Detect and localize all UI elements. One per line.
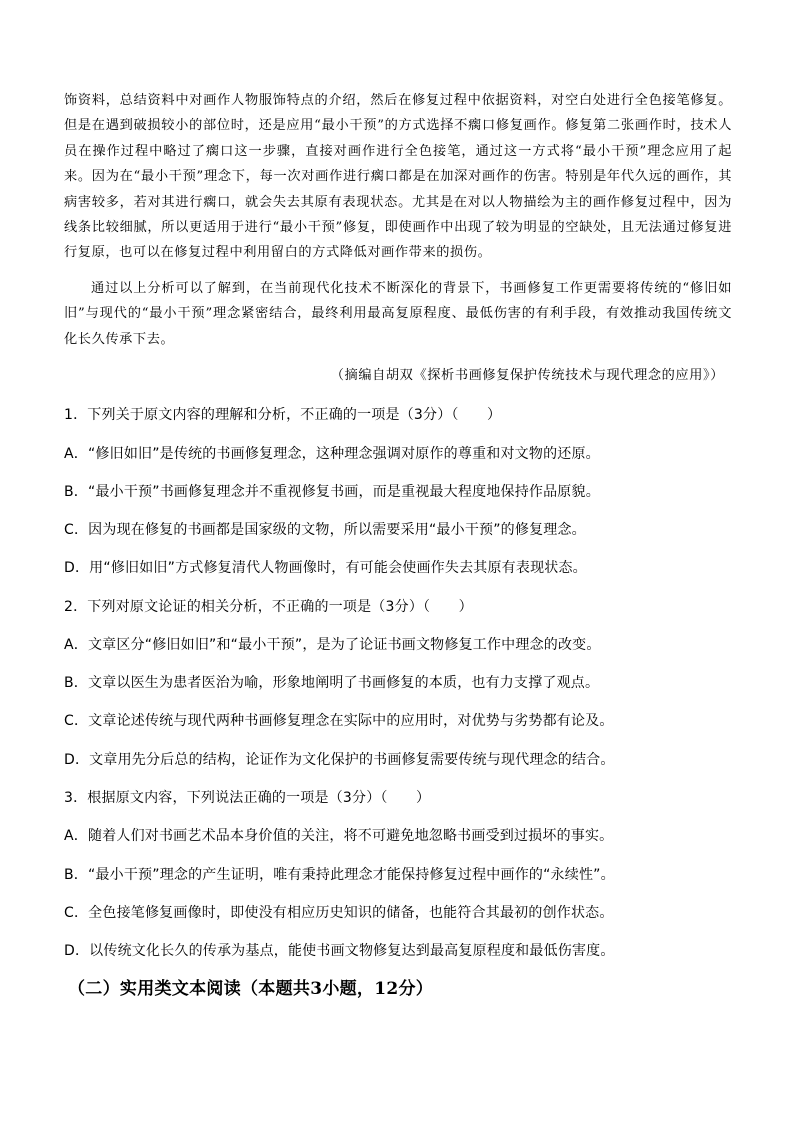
question-3-option-b: B．“最小干预”理念的产生证明，唯有秉持此理念才能保持修复过程中画作的“永续性”。 [64, 867, 615, 883]
question-3-option-a: A．随着人们对书画艺术品本身价值的关注，将不可避免地忽略书画受到过损坏的事实。 [64, 828, 614, 844]
question-1-option-a: A．“修旧如旧”是传统的书画修复理念，这种理念强调对原作的尊重和对文物的还原。 [64, 446, 600, 462]
question-1-option-d: D．用“修旧如旧”方式修复清代人物画像时，有可能会使画作失去其原有表现状态。 [64, 560, 587, 576]
section-heading: （二）实用类文本阅读（本题共3小题，12分） [68, 979, 434, 999]
question-2-option-a: A．文章区分“修旧如旧”和“最小干预”，是为了论证书画文物修复工作中理念的改变。 [64, 637, 601, 653]
question-1-option-b: B．“最小干预”书画修复理念并不重视修复书画，而是重视最大程度地保持作品原貌。 [64, 484, 600, 500]
question-2-option-d: D．文章用先分后总的结构，论证作为文化保护的书画修复需要传统与现代理念的结合。 [64, 752, 615, 768]
question-1-stem: 1．下列关于原文内容的理解和分析，不正确的一项是（3分）（ ） [64, 407, 502, 423]
question-2-option-b: B．文章以医生为患者医治为喻，形象地阐明了书画修复的本质，也有力支撑了观点。 [64, 675, 600, 691]
question-3-option-c: C．全色接笔修复画像时，即使没有相应历史知识的储备，也能符合其最初的创作状态。 [64, 905, 614, 921]
question-2-option-c: C．文章论述传统与现代两种书画修复理念在实际中的应用时，对优势与劣势都有论及。 [64, 713, 614, 729]
passage-source: （摘编自胡双《探析书画修复保护传统技术与现代理念的应用》） [330, 368, 724, 383]
question-3-stem: 3．根据原文内容，下列说法正确的一项是（3分）（ ） [64, 790, 431, 806]
passage-paragraph-1: 饰资料，总结资料中对画作人物服饰特点的介绍，然后在修复过程中依据资料，对空白处进行全色接笔修复。但是在遇到破损较小的部位时，还是应用“最小干预”的方式选择不瘸口修复画作。修复第二张画作时，技术人员在操作过程中略过了瘸口这一步骤，直接对画作进行全色接笔，通过这一方式将“最小干预”理念应用了起来。因为在“最小干预”理念下，每一次对画作进行瘸口都是在加深对画作的伤害。特别是年代久远的画作，其病害较多，若对其进行瘸口，就会失去其原有表现状态。尤其是在对以人物描绘为主的画作修复过程中，因为线条比较细腻，所以更适用于进行“最小干预”修复，即使画作中出现了较为明显的空缺处，且无法通过修复进行复原，也可以在修复过程中利用留白的方式降低对画作带来的损伤。 [64, 93, 732, 261]
question-3-option-d: D．以传统文化长久的传承为基点，能使书画文物修复达到最高复原程度和最低伤害度。 [64, 943, 615, 959]
passage-paragraph-2: 通过以上分析可以了解到，在当前现代化技术不断深化的背景下，书画修复工作更需要将传统的“修旧如旧”与现代的“最小干预”理念紧密结合，最终利用最高复原程度、最低伤害的有利手段，有效推动我国传统文化长久传承下去。 [64, 281, 732, 347]
question-1-option-c: C．因为现在修复的书画都是国家级的文物，所以需要采用“最小干预”的修复理念。 [64, 522, 586, 538]
question-2-stem: 2．下列对原文论证的相关分析，不正确的一项是（3分）（ ） [64, 599, 473, 615]
